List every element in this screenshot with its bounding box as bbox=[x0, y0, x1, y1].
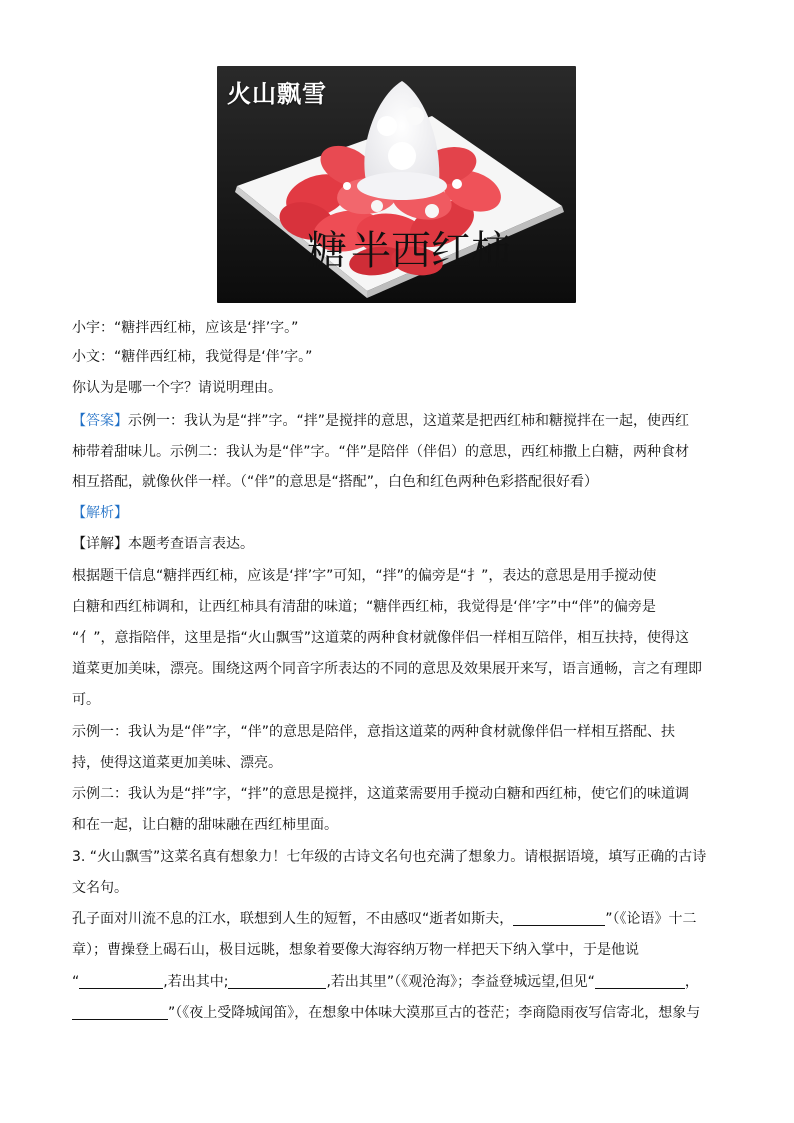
example-1-line-1: 示例一：我认为是“伴”字，“伴”的意思是陪伴，意指这道菜的两种食材就像伴侣一样相互搭配、扶 bbox=[72, 724, 676, 740]
analysis-tag: 【解析】 bbox=[72, 505, 128, 521]
q3-text-b: ”（《论语》十二 bbox=[605, 911, 697, 927]
detail-text: 本题考查语言表达。 bbox=[128, 536, 254, 552]
detail-para-4: 道菜更加美味，漂亮。围绕这两个同音字所表达的不同的意思及效果展开来写，语言通畅，言之有理即 bbox=[72, 661, 702, 677]
example-2-line-2: 和在一起，让白糖的甜味融在西红柿里面。 bbox=[72, 817, 338, 833]
q3-text-f: ”（《夜上受降城闻笛》，在想象中体味大漠那亘古的苍茫；李商隐雨夜写信寄北，想象与 bbox=[168, 1005, 701, 1021]
detail-line bbox=[72, 534, 724, 554]
q3-text-a: 孔子面对川流不息的江水，联想到人生的短暂，不由感叹“逝者如斯夫， bbox=[72, 911, 514, 927]
question-3-para-1 bbox=[72, 909, 724, 929]
detail-para-3: “亻”，意指陪伴，这里是指“火山飘雪”这道菜的两种食材就像伴侣一样相互陪伴，相互扶持，使得这 bbox=[72, 630, 690, 646]
fill-blank-4[interactable] bbox=[595, 974, 685, 989]
fill-blank-3[interactable] bbox=[228, 974, 326, 989]
detail-para-5: 可。 bbox=[72, 692, 100, 708]
answer-line-3: 相互搭配，就像伙伴一样。（“伴”的意思是“搭配”，白色和红色两种色彩搭配很好看） bbox=[72, 474, 599, 490]
detail-para-2: 白糖和西红柿调和，让西红柿具有清甜的味道；“糖伴西红柿，我觉得是‘伴’字”中“伴”的偏旁是 bbox=[72, 599, 656, 615]
answer-text-1: 示例一：我认为是“拌”字。“拌”是搅拌的意思，这道菜是把西红柿和糖搅拌在一起，使西红 bbox=[128, 413, 690, 429]
answer-line-1 bbox=[72, 411, 724, 431]
fill-blank-5[interactable] bbox=[72, 1005, 168, 1020]
question-3-line-1: 3. “火山飘雪”这菜名真有想象力！七年级的古诗文名句也充满了想象力。请根据语境，填写正确的古诗 bbox=[72, 849, 707, 865]
text-line-xiaoyu: 小宇：“糖拌西红柿，应该是‘拌’字。” bbox=[72, 320, 299, 336]
q3-text-d: ,若出其里”（《观沧海》；李益登城远望,但见“ bbox=[326, 974, 595, 990]
detail-tag: 【详解】 bbox=[72, 536, 128, 552]
q3-quote-open: “ bbox=[72, 974, 80, 990]
photo-title: 火山飘雪 bbox=[227, 80, 327, 108]
fill-blank-2[interactable] bbox=[79, 974, 163, 989]
answer-tag: 【答案】 bbox=[72, 413, 128, 429]
example-1-line-2: 持，使得这道菜更加美味、漂亮。 bbox=[72, 755, 282, 771]
q3-text-e: ， bbox=[684, 974, 699, 990]
photo-caption bbox=[307, 219, 511, 276]
question-3-para-2: 章）；曹操登上碣石山，极目远眺，想象着要像大海容纳万物一样把天下纳入掌中，于是他说 bbox=[72, 942, 639, 958]
example-2-line-1: 示例二：我认为是“拌”字，“拌”的意思是搅拌，这道菜需要用手搅动白糖和西红柿，使它们的味道调 bbox=[72, 786, 690, 802]
text-line-xiaowen: 小文：“糖伴西红柿，我觉得是‘伴’字。” bbox=[72, 349, 313, 365]
question-3-para-3 bbox=[72, 972, 724, 992]
detail-para-1: 根据题干信息“糖拌西红柿，应该是‘拌’字”可知，“拌”的偏旁是“扌”，表达的意思是用手搅动使 bbox=[72, 568, 657, 584]
photo-caption-right: 半西红柿 bbox=[351, 228, 511, 274]
text-line-question: 你认为是哪一个字？请说明理由。 bbox=[72, 380, 282, 396]
question-3-para-4 bbox=[72, 1003, 724, 1023]
question-3-line-2: 文名句。 bbox=[72, 880, 128, 896]
q3-text-c: ,若出其中; bbox=[163, 974, 229, 990]
dish-photo bbox=[217, 66, 576, 303]
photo-caption-left: 糖 bbox=[307, 228, 347, 274]
fill-blank-1[interactable] bbox=[513, 911, 605, 926]
answer-line-2: 柿带着甜味儿。示例二：我认为是“伴”字。“伴”是陪伴（伴侣）的意思，西红柿撒上白糖，两种食材 bbox=[72, 444, 690, 460]
